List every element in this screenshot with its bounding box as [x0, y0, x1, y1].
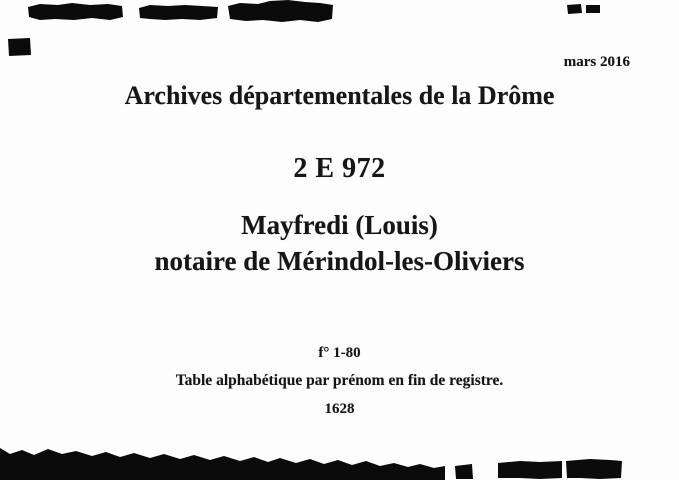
scan-blob-top-2 [139, 5, 218, 20]
document-date: mars 2016 [563, 54, 630, 70]
table-note: Table alphabétique par prénom en fin de registre. [175, 372, 504, 389]
scan-blob-bottom-1 [455, 464, 473, 479]
scan-blob-top-3 [228, 0, 333, 22]
scan-band-bottom-main [0, 448, 445, 480]
scan-artifact-top-edge [0, 0, 679, 60]
notary-name: Mayfredi (Louis) [241, 210, 438, 240]
scan-blob-top-right-2 [586, 5, 600, 13]
folio-range: f° 1-80 [318, 345, 361, 361]
register-year: 1628 [324, 401, 355, 417]
scan-blob-top-1 [28, 3, 123, 20]
scan-blob-bottom-2 [498, 461, 562, 479]
scan-blob-bottom-3 [566, 459, 622, 479]
scan-artifact-bottom-edge [0, 440, 679, 480]
notary-role: notaire de Mérindol-les-Oliviers [154, 246, 525, 276]
archive-title: Archives départementales de la Drôme [124, 81, 555, 110]
reference-code: 2 E 972 [293, 153, 386, 184]
scan-blob-top-right-1 [567, 4, 582, 14]
